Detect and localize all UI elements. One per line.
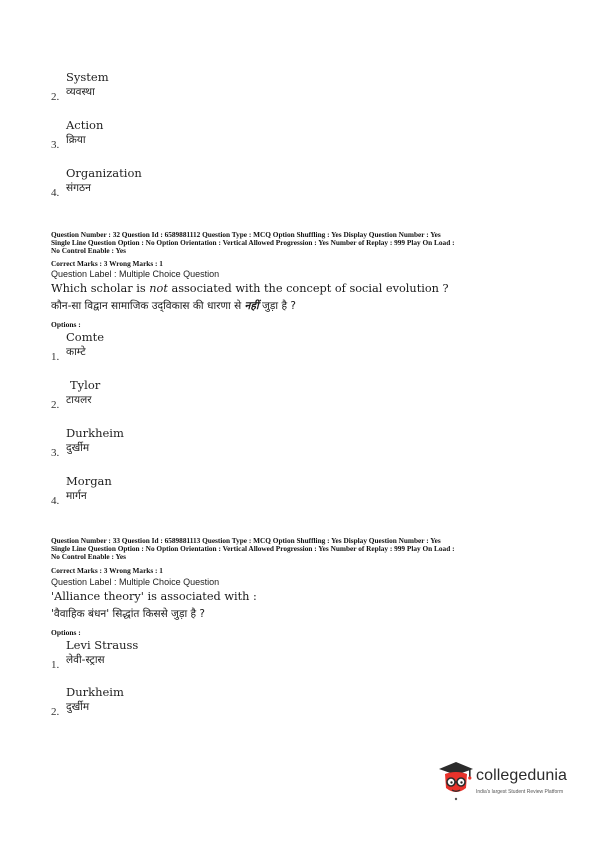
question-label: Question Label : Multiple Choice Question	[51, 577, 220, 587]
option-text-en: Durkheim	[66, 426, 124, 440]
graduate-mascot-icon	[436, 758, 476, 804]
option-text-hi: दुर्खीम	[66, 701, 90, 713]
brand-name: collegedunia	[476, 767, 568, 784]
options-label: Options :	[51, 628, 81, 637]
option-number: 4.	[51, 495, 60, 507]
question-meta	[51, 231, 551, 256]
meta-line: Single Line Question Option : No Option Orientation : Vertical Allowed Progression : Yes Number of Replay : 999 Play On Load :	[51, 544, 455, 554]
collegedunia-logo[interactable]	[436, 758, 586, 804]
question-marks: Correct Marks : 3 Wrong Marks : 1	[51, 566, 163, 575]
option-number: 1.	[51, 659, 60, 671]
meta-line: No Control Enable : Yes	[51, 552, 126, 562]
option-text-en: Morgan	[66, 474, 112, 488]
question-marks: Correct Marks : 3 Wrong Marks : 1	[51, 259, 163, 268]
option-number: 3.	[51, 447, 60, 459]
option-item[interactable]	[0, 426, 595, 466]
emphasis-nahin: नहीं	[244, 300, 259, 312]
meta-line: Question Number : 33 Question Id : 6589881113 Question Type : MCQ Option Shuffling : Yes Display Question Number : Yes	[51, 536, 441, 545]
option-text-en: Comte	[66, 330, 105, 344]
question-label: Question Label : Multiple Choice Question	[51, 269, 220, 279]
option-item[interactable]	[0, 378, 595, 418]
option-text-en: Tylor	[70, 378, 101, 392]
option-text-hi: टायलर	[66, 394, 92, 406]
option-item[interactable]	[0, 166, 595, 206]
option-item[interactable]	[0, 638, 595, 678]
meta-line: No Control Enable : Yes	[51, 246, 126, 256]
option-item[interactable]	[0, 118, 595, 158]
question-meta	[51, 537, 551, 562]
option-item[interactable]	[0, 70, 595, 110]
option-text-hi: मार्गन	[66, 490, 87, 502]
option-text-hi: काम्टे	[66, 346, 86, 358]
option-text-en: Levi Strauss	[66, 638, 139, 652]
question-text-en: 'Alliance theory' is associated with :	[51, 590, 257, 603]
meta-line: Single Line Question Option : No Option Orientation : Vertical Allowed Progression : Yes Number of Replay : 999 Play On Load :	[51, 238, 455, 248]
option-text-hi: व्यवस्था	[66, 86, 95, 98]
option-number: 1.	[51, 351, 60, 363]
option-text-hi: क्रिया	[66, 134, 86, 146]
brand-tagline: India's largest Student Review Platform	[476, 789, 564, 795]
options-label: Options :	[51, 320, 81, 329]
option-text-en: Durkheim	[66, 685, 124, 699]
option-number: 2.	[51, 399, 60, 411]
option-number: 2.	[51, 91, 60, 103]
option-text-hi: दुर्खीम	[66, 442, 90, 454]
question-text-hi: कौन-सा विद्वान सामाजिक उद्‌विकास की धारणा से नहीं जुड़ा है ?	[51, 300, 296, 312]
option-item[interactable]	[0, 474, 595, 514]
question-text-en: Which scholar is not associated with the concept of social evolution ?	[51, 282, 449, 295]
option-number: 2.	[51, 706, 60, 718]
question-text-hi: 'वैवाहिक बंधन' सिद्धांत किससे जुड़ा है ?	[51, 608, 206, 620]
option-text-en: System	[66, 70, 109, 84]
option-text-en: Organization	[66, 166, 142, 180]
emphasis-not: not	[149, 282, 168, 295]
option-number: 4.	[51, 187, 60, 199]
option-item[interactable]	[0, 685, 595, 725]
option-text-hi: संगठन	[66, 182, 91, 194]
option-text-hi: लेवी-स्ट्रास	[66, 654, 105, 666]
meta-line: Question Number : 32 Question Id : 6589881112 Question Type : MCQ Option Shuffling : Yes Display Question Number : Yes	[51, 230, 441, 239]
option-number: 3.	[51, 139, 60, 151]
option-text-en: Action	[66, 118, 104, 132]
option-item[interactable]	[0, 330, 595, 370]
